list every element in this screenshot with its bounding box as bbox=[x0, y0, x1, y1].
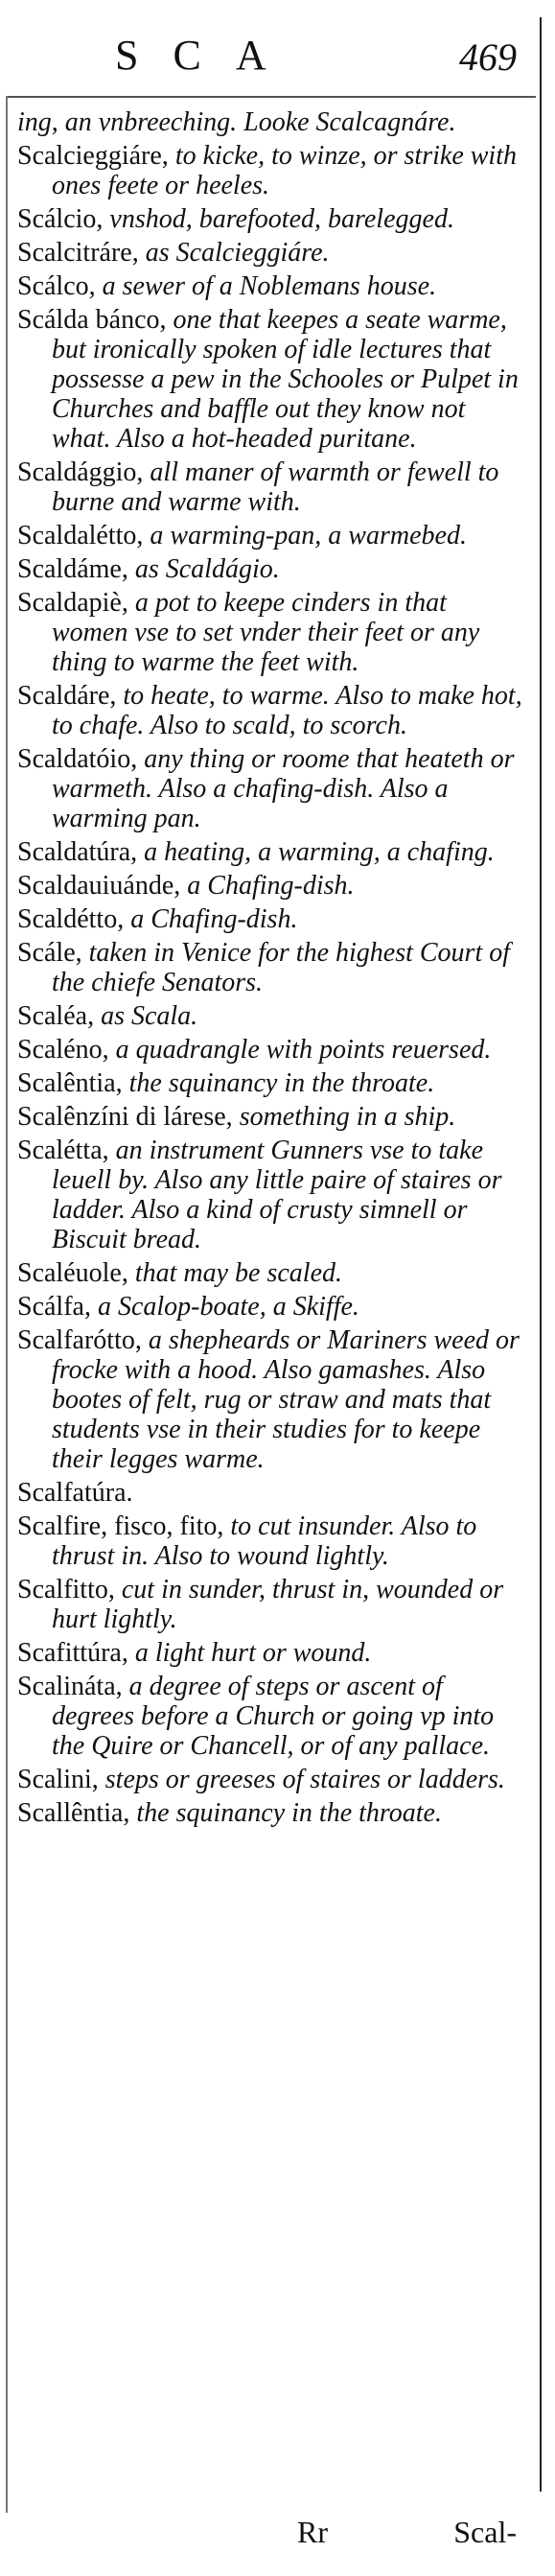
entry-definition: to cut insunder. Also to thrust in. Also to wound lightly. bbox=[52, 1511, 477, 1571]
dictionary-entry bbox=[17, 1575, 523, 1634]
page-header bbox=[0, 31, 555, 88]
signature-mark: Rr bbox=[297, 2515, 328, 2549]
entry-definition: as Scalcieggiáre. bbox=[145, 238, 330, 268]
entry-headword: Scaldáre, bbox=[17, 681, 117, 711]
entry-definition: a Chafing-dish. bbox=[187, 871, 355, 901]
entry-definition: a shepheards or Mariners weed or frocke with a hood. Also gamashes. Also bootes of felt, rug or straw and mats that students vse in their studies for to keepe their legges warme. bbox=[52, 1325, 520, 1474]
dictionary-entry bbox=[17, 204, 523, 234]
page-number: 469 bbox=[459, 35, 517, 79]
dictionary-entry bbox=[17, 1325, 523, 1474]
entry-definition: one that keepes a seate warme, but ironically spoken of idle lectures that possesse a pew in the Schooles or Pulpet in Churches and baffle out they know not what. Also a hot-headed puritane. bbox=[52, 305, 519, 454]
entry-headword: Scaléuole, bbox=[17, 1258, 128, 1288]
page-footer bbox=[0, 2515, 555, 2563]
dictionary-entry bbox=[17, 305, 523, 454]
dictionary-entry bbox=[17, 521, 523, 550]
dictionary-entry bbox=[17, 1102, 523, 1132]
dictionary-entry bbox=[17, 1478, 523, 1508]
dictionary-entry bbox=[17, 1136, 523, 1254]
entry-headword: Scále, bbox=[17, 938, 82, 968]
entry-definition: vnshod, barefooted, barelegged. bbox=[109, 204, 454, 234]
entry-headword: Scalináta, bbox=[17, 1672, 123, 1701]
entry-definition: the squinancy in the throate. bbox=[136, 1798, 442, 1828]
dictionary-entry bbox=[17, 904, 523, 934]
dictionary-entry bbox=[17, 1511, 523, 1571]
entry-headword: Scalcitráre, bbox=[17, 238, 139, 268]
entry-headword: Scaldétto, bbox=[17, 904, 125, 934]
dictionary-entry bbox=[17, 1068, 523, 1098]
entry-definition: a degree of steps or ascent of degrees before a Church or going vp into the Quire or Chancell, or of any pallace. bbox=[52, 1672, 495, 1761]
entry-definition: something in a ship. bbox=[239, 1102, 456, 1132]
entry-headword: Scaldapiè, bbox=[17, 588, 128, 618]
entry-headword: Scalini, bbox=[17, 1765, 99, 1794]
entry-definition: a Chafing-dish. bbox=[130, 904, 298, 934]
running-head: SCA bbox=[115, 32, 301, 79]
entry-headword: Scaldatóio, bbox=[17, 744, 138, 774]
dictionary-entry bbox=[17, 238, 523, 268]
right-margin-rule bbox=[540, 17, 542, 2492]
entry-definition: any thing or roome that heateth or warmeth. Also a chafing-dish. Also a warming pan. bbox=[52, 744, 515, 833]
entry-headword: Scalêntia, bbox=[17, 1068, 123, 1098]
dictionary-entry bbox=[17, 271, 523, 301]
entry-definition: as Scaldágio. bbox=[134, 554, 280, 584]
entry-definition: a quadrangle with points reuersed. bbox=[115, 1035, 492, 1065]
entry-definition: to kicke, to winze, or strike with ones feete or heeles. bbox=[52, 141, 517, 200]
dictionary-entry bbox=[17, 1765, 523, 1794]
entry-definition: that may be scaled. bbox=[134, 1258, 343, 1288]
entry-headword: Scálco, bbox=[17, 271, 96, 301]
dictionary-entry bbox=[17, 938, 523, 997]
dictionary-entry bbox=[17, 871, 523, 901]
dictionary-entry bbox=[17, 107, 523, 137]
entry-headword: Scaléno, bbox=[17, 1035, 109, 1065]
catchword: Scal- bbox=[453, 2515, 517, 2549]
dictionary-entry bbox=[17, 1258, 523, 1288]
dictionary-entry bbox=[17, 744, 523, 833]
entry-headword: Scálda bánco, bbox=[17, 305, 167, 335]
entry-definition: taken in Venice for the highest Court of the chiefe Senators. bbox=[52, 938, 511, 997]
dictionary-entry bbox=[17, 837, 523, 867]
dictionary-column bbox=[17, 107, 523, 1832]
dictionary-entry bbox=[17, 457, 523, 517]
entry-headword: Scalfitto, bbox=[17, 1575, 115, 1604]
dictionary-entry bbox=[17, 588, 523, 677]
header-rule bbox=[6, 96, 536, 98]
entry-headword: Scaldággio, bbox=[17, 457, 144, 487]
entry-headword: Scalênzíni di lárese, bbox=[17, 1102, 233, 1132]
entry-headword: Scalfire, fisco, fito, bbox=[17, 1511, 224, 1541]
entry-headword: Scafittúra, bbox=[17, 1638, 128, 1668]
dictionary-entry bbox=[17, 1292, 523, 1322]
entry-headword: Scaldáme, bbox=[17, 554, 128, 584]
dictionary-entry bbox=[17, 681, 523, 740]
entry-headword: Scalcieggiáre, bbox=[17, 141, 169, 171]
entry-headword: Scaldatúra, bbox=[17, 837, 138, 867]
dictionary-entry bbox=[17, 554, 523, 584]
entry-headword: Scaldauiuánde, bbox=[17, 871, 181, 901]
dictionary-entry bbox=[17, 141, 523, 200]
entry-definition: all maner of warmth or fewell to burne and warme with. bbox=[52, 457, 499, 517]
entry-definition: an instrument Gunners vse to take leuell by. Also any little paire of staires or ladder. Also a kind of crusty simnell or Biscuit bread. bbox=[52, 1136, 502, 1254]
entry-definition: as Scala. bbox=[101, 1001, 198, 1031]
dictionary-entry bbox=[17, 1035, 523, 1065]
dictionary-entry bbox=[17, 1798, 523, 1828]
left-margin-rule bbox=[6, 96, 8, 2513]
entry-headword: Scaléa, bbox=[17, 1001, 95, 1031]
dictionary-entry bbox=[17, 1001, 523, 1031]
entry-headword: Scalfatúra. bbox=[17, 1478, 133, 1508]
entry-headword: Scalfarótto, bbox=[17, 1325, 142, 1355]
entry-definition: a warming-pan, a warmebed. bbox=[150, 521, 467, 550]
entry-definition: steps or greeses of staires or ladders. bbox=[104, 1765, 505, 1794]
dictionary-entry bbox=[17, 1638, 523, 1668]
entry-definition: the squinancy in the throate. bbox=[128, 1068, 435, 1098]
entry-definition: cut in sunder, thrust in, wounded or hurt lightly. bbox=[52, 1575, 504, 1634]
entry-headword: Scálcio, bbox=[17, 204, 104, 234]
entry-headword: Scaldalétto, bbox=[17, 521, 144, 550]
entry-definition: a sewer of a Noblemans house. bbox=[102, 271, 437, 301]
entry-definition: ing, an vnbreeching. Looke Scalcagnáre. bbox=[17, 107, 456, 137]
entry-headword: Scallêntia, bbox=[17, 1798, 130, 1828]
entry-definition: to heate, to warme. Also to make hot, to chafe. Also to scald, to scorch. bbox=[52, 681, 522, 740]
entry-definition: a pot to keepe cinders in that women vse to set vnder their feet or any thing to warme the feet with. bbox=[52, 588, 480, 677]
entry-headword: Scalétta, bbox=[17, 1136, 109, 1165]
entry-definition: a heating, a warming, a chafing. bbox=[144, 837, 495, 867]
entry-headword: Scálfa, bbox=[17, 1292, 91, 1322]
entry-definition: a light hurt or wound. bbox=[134, 1638, 372, 1668]
dictionary-entry bbox=[17, 1672, 523, 1761]
entry-definition: a Scalop-boate, a Skiffe. bbox=[97, 1292, 359, 1322]
